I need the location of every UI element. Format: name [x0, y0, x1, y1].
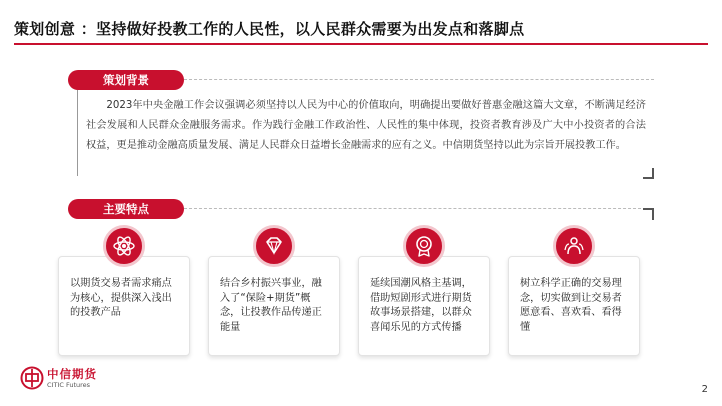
slide-title: 策划创意 ：坚持做好投教工作的人民性，以人民群众需要为出发点和落脚点 [14, 20, 525, 38]
atom-icon [103, 225, 145, 267]
title-underline [14, 43, 708, 45]
bracket-corner [643, 208, 654, 220]
citic-futures-logo [20, 366, 140, 392]
logo-name-en: CITIC Futures [47, 381, 91, 389]
feature-card-text: 延续国潮风格主基调，借助短剧形式进行期货故事场景搭建，以群众喜闻乐见的方式传播 [370, 278, 472, 333]
section-label-background: 策划背景 [68, 70, 184, 90]
logo-name-cn: 中信期货 [47, 367, 97, 381]
feature-card [58, 256, 190, 356]
people-icon [553, 225, 595, 267]
diamond-icon [253, 225, 295, 267]
bracket-corner [643, 168, 654, 179]
feature-card-text: 结合乡村振兴事业，融入了“保险+期货”概念，让投教作品传递正能量 [220, 278, 322, 333]
section-divider [184, 79, 654, 80]
medal-icon [403, 225, 445, 267]
page-number: 2 [701, 384, 708, 395]
section-divider [184, 208, 646, 209]
feature-card [508, 256, 640, 356]
feature-card-text: 以期货交易者需求痛点为核心，提供深入浅出的投教产品 [70, 278, 172, 319]
citic-logo-icon [20, 366, 44, 390]
section-label-features: 主要特点 [68, 199, 184, 219]
background-paragraph: 2023年中央金融工作会议强调必须坚持以人民为中心的价值取向，明确提出要做好普惠金融这篇大文章，不断满足经济社会发展和人民群众金融服务需求。作为践行金融工作政治性、人民性的集中体现，投资者教育涉及广大中小投资者的合法权益，更是推动金融高质量发展、满足人民群众日益增长金融需求的应有之义。中信期货坚持以此为宗旨开展投教工作。 [86, 100, 646, 151]
feature-card-text: 树立科学正确的交易理念，切实做到让交易者愿意看、喜欢看、看得懂 [520, 278, 622, 333]
feature-card [358, 256, 490, 356]
feature-card [208, 256, 340, 356]
